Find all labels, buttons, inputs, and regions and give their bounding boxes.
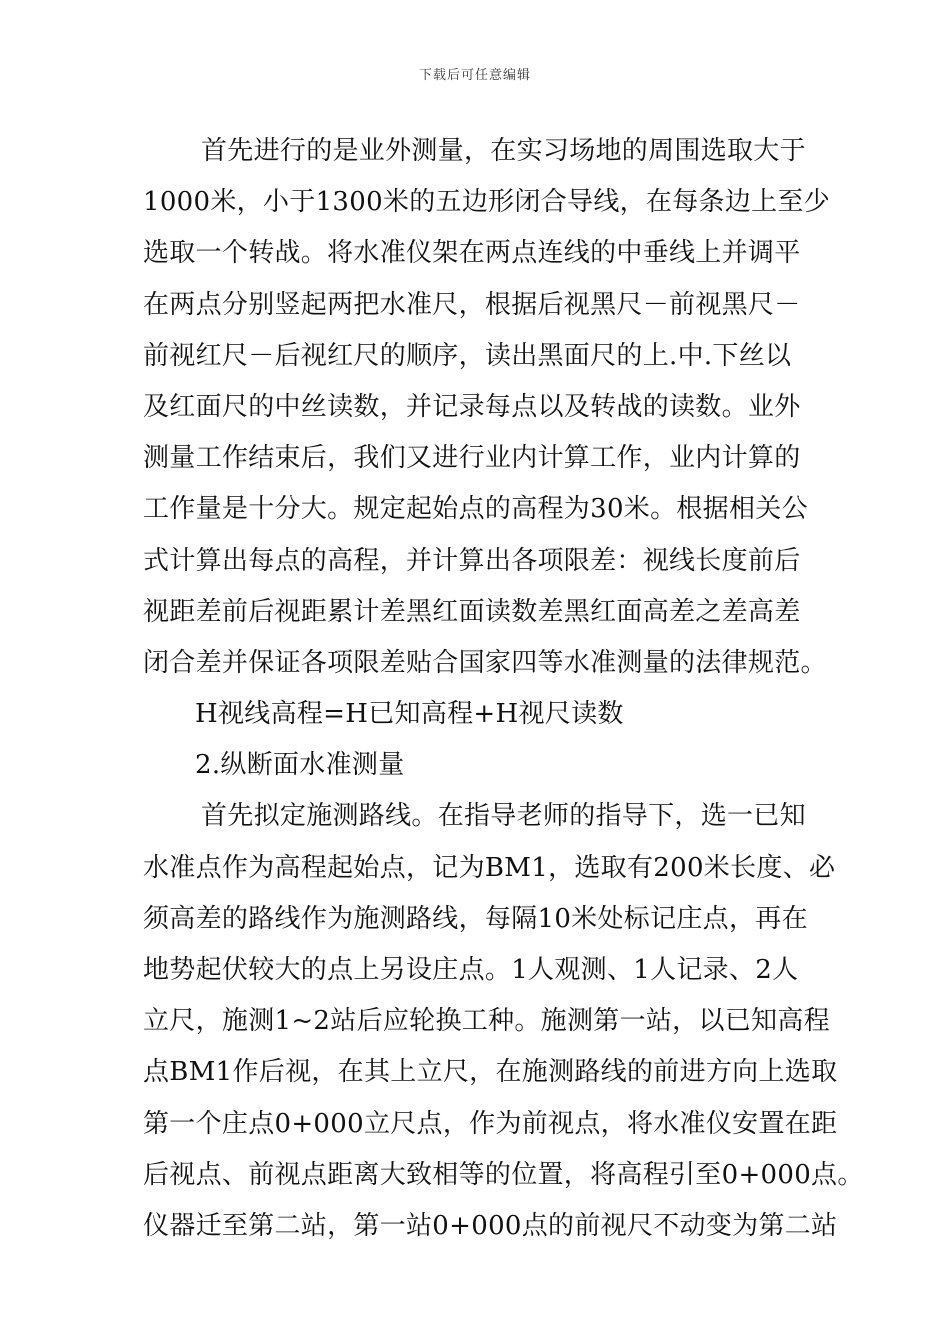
paragraph-line: 地势起伏较大的点上另设庄点。1人观测、1人记录、2人	[143, 955, 799, 985]
paragraph-line: 闭合差并保证各项限差贴合国家四等水准测量的法律规范。	[143, 647, 827, 678]
paragraph-line: 首先进行的是业外测量，在实习场地的周围选取大于	[201, 136, 806, 166]
paragraph-line: 须高差的路线作为施测路线，每隔10米处标记庄点，再在	[143, 903, 808, 934]
page-header: 下载后可任意编辑	[418, 68, 531, 83]
paragraph-line: 测量工作结束后，我们又进行业内计算工作，业内计算的	[143, 443, 801, 474]
paragraph-line: 视距差前后视距累计差黑红面读数差黑红面高差之差高差	[143, 596, 801, 627]
paragraph-line: 式计算出每点的高程，并计算出各项限差：视线长度前后	[143, 545, 801, 576]
paragraph-line: 工作量是十分大。规定起始点的高程为30米。根据相关公	[143, 494, 808, 525]
paragraph-line: 第一个庄点0+000立尺点，作为前视点，将水准仪安置在距	[143, 1108, 838, 1139]
paragraph-line: 1000米，小于1300米的五边形闭合导线，在每条边上至少	[143, 187, 831, 218]
paragraph-line: 选取一个转战。将水准仪架在两点连线的中垂线上并调平	[143, 238, 801, 269]
paragraph-line: 立尺，施测1~2站后应轮换工种。施测第一站，以已知高程	[143, 1006, 830, 1037]
paragraph-line: 前视红尺－后视红尺的顺序，读出黑面尺的上.中.下丝以	[143, 340, 792, 371]
paragraph-line: 仪器迁至第二站，第一站0+000点的前视尺不动变为第二站	[143, 1210, 838, 1241]
formula-line: H视线高程=H已知高程+H视尺读数	[195, 699, 624, 730]
paragraph-line: 在两点分别竖起两把水准尺，根据后视黑尺－前视黑尺－	[143, 289, 801, 320]
paragraph-line: 点BM1作后视，在其上立尺，在施测路线的前进方向上选取	[143, 1057, 838, 1088]
section-heading: 2.纵断面水准测量	[195, 750, 405, 781]
paragraph-line: 首先拟定施测路线。在指导老师的指导下，选一已知	[201, 801, 806, 832]
paragraph-line: 及红面尺的中丝读数，并记录每点以及转战的读数。业外	[143, 391, 801, 422]
paragraph-line: 水准点作为高程起始点，记为BM1，选取有200米长度、必	[143, 852, 836, 883]
document-body	[143, 126, 864, 1252]
paragraph-line: 后视点、前视点距离大致相等的位置，将高程引至0+000点。	[143, 1159, 864, 1190]
